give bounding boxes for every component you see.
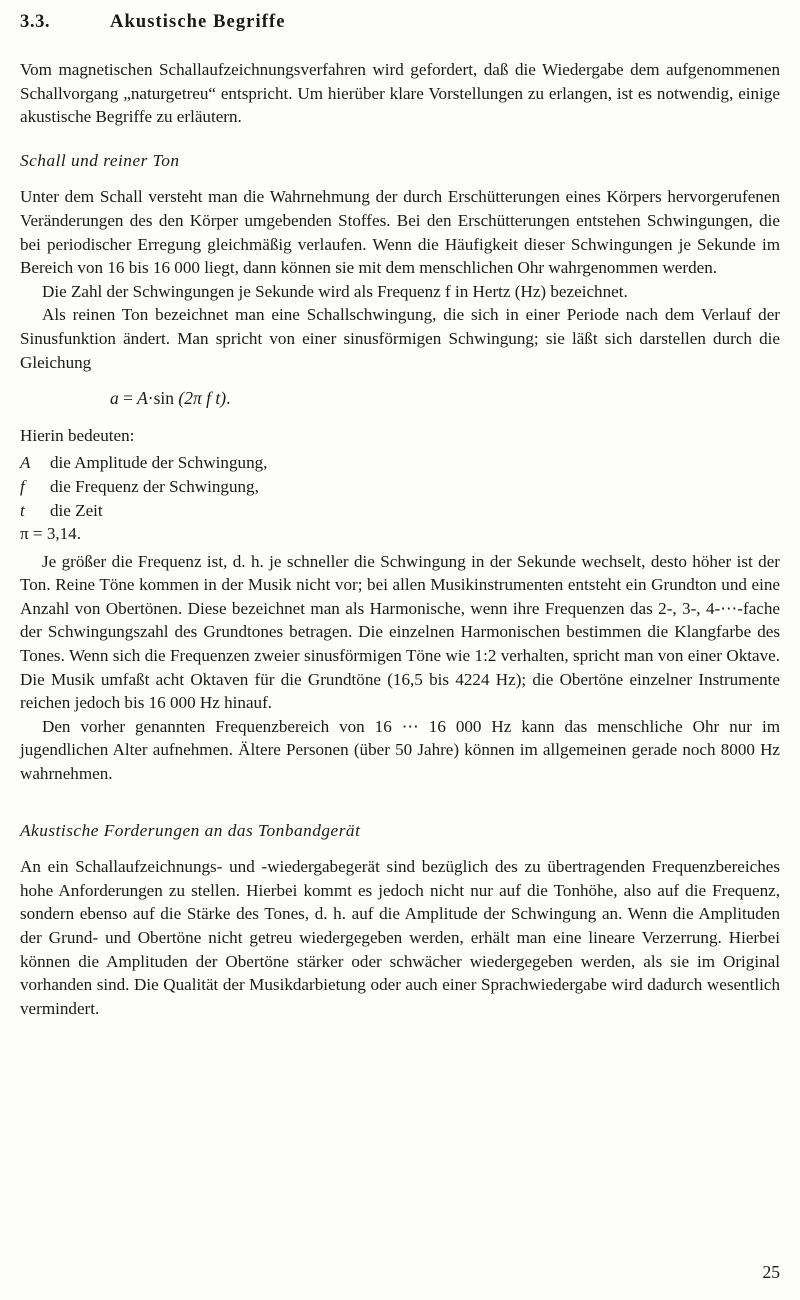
spacer [20, 786, 780, 806]
page-number: 25 [762, 1262, 780, 1282]
subheading-akustische-forderungen: Akustische Forderungen an das Tonbandgerät [20, 820, 361, 840]
definition-text: die Zeit [50, 500, 103, 520]
formula-argument: (2π f t) [178, 388, 227, 409]
definition-text: die Frequenz der Schwingung, [50, 476, 259, 496]
subheading-schall-und-reiner-ton: Schall und reiner Ton [20, 150, 180, 170]
section-number: 3.3. [20, 12, 51, 32]
paragraph-frequenzbereich-gehoer: Den vorher genannten Frequenzbereich von 16 ⋯ 16 000 Hz kann das menschliche Ohr nur im jugendlichen Alter aufnehmen. Ältere Personen (über 50 Jahre) können im allgemeinen gerade noch 8000 Hz wahrnehmen. [20, 716, 780, 784]
paragraph-frequenz-definition: Die Zahl der Schwingungen je Sekunde wird als Frequenz f in Hertz (Hz) bezeichnet. [42, 281, 628, 301]
formula-variable-amplitude: A [137, 388, 148, 409]
formula-multiplication-dot: · [147, 388, 154, 409]
section-heading [20, 12, 780, 38]
section-title: Akustische Begriffe [110, 12, 286, 32]
spacer [20, 374, 780, 387]
spacer [20, 806, 780, 819]
spacer [20, 411, 780, 424]
definition-list [20, 451, 780, 545]
paragraph-schall-definition: Unter dem Schall versteht man die Wahrnehmung der durch Erschütterungen eines Körpers hervorgerufenen Veränderungen des den Körper umgebenden Stoffes. Bei den Erschütterungen entstehen Schwingungen, die bei periodischer Erregung gleichmäßig verlaufen. Wenn die Häufigkeit dieser Schwingungen je Sekunde im Bereich von 16 bis 16 000 liegt, dann können sie mit dem menschlichen Ohr wahrgenommen werden. [20, 187, 780, 278]
definition-row [20, 451, 780, 475]
paragraph-harmonische: Je größer die Frequenz ist, d. h. je schneller die Schwingung in der Sekunde wechselt, desto höher ist der Ton. Reine Töne kommen in der Musik nicht vor; bei allen Musikinstrumenten entsteht ein Grundton und eine Anzahl von Obertönen. Diese bezeichnet man als Harmonische, wenn ihre Frequenzen das 2-, 3-, 4-⋯-fache der Schwingungszahl des Grundtones betragen. Die einzelnen Harmonischen bestimmen die Klangfarbe des Tones. Wenn sich die Frequenzen zweier sinusförmigen Töne wie 1:2 verhalten, spricht man von einer Oktave. Die Musik umfaßt acht Oktaven für die Grundtöne (16,5 bis 4224 Hz); die Obertöne einzelner Instrumente reichen jedoch bis 16 000 Hz hinauf. [20, 551, 780, 713]
definition-text: die Amplitude der Schwingung, [50, 453, 268, 473]
spacer [20, 129, 780, 149]
formula-period: . [226, 388, 231, 409]
paragraph-tonbandgeraet-anforderungen: An ein Schallaufzeichnungs- und -wiedergabegerät sind bezüglich des zu übertragenden Frequenzbereiches hohe Anforderungen zu stellen. Hierbei kommt es jedoch nicht nur auf die Tonhöhe, also auf die Frequenz, sondern ebenso auf die Stärke des Tones, d. h. auf die Amplitude der Schwingung an. Wenn die Amplituden der Grund- und Obertöne nicht getreu wiedergegeben werden, erhält man eine lineare Verzerrung. Hierbei können die Amplituden der Obertöne stärker oder schwächer wiedergegeben werden, als sie im Original vorhanden sind. Die Qualität der Musikdarbietung oder auch einer Sprachwiedergabe wird dadurch wesentlich vermindert. [20, 857, 780, 1018]
definition-row [20, 475, 780, 499]
formula-equals-sign: = [123, 388, 133, 409]
definition-pi-value: π = 3,14. [20, 524, 82, 544]
definition-row [20, 499, 780, 523]
definition-symbol: A [20, 453, 31, 473]
intro-paragraph: Vom magnetischen Schallaufzeichnungsverfahren wird gefordert, daß die Wiedergabe dem aufgenommenen Schallvorgang „naturgetreu“ entspricht. Um hierüber klare Vorstellungen zu erlangen, ist es notwendig, einige akustische Begriffe zu erläutern. [20, 60, 780, 127]
hierin-bedeuten-label: Hierin bedeuten: [20, 425, 135, 445]
definition-symbol: t [20, 500, 25, 520]
spacer [20, 172, 780, 185]
paragraph-reiner-ton: Als reinen Ton bezeichnet man eine Schallschwingung, die sich in einer Periode nach dem Verlauf der Sinusfunktion ändert. Man spricht von einer sinusförmigen Schwingung; sie läßt sich darstellen durch die Gleichung [20, 305, 780, 372]
spacer [20, 38, 780, 58]
spacer [20, 842, 780, 855]
formula-sin-operator: sin [153, 388, 175, 409]
formula-variable-a: a [110, 388, 119, 409]
definition-symbol: f [20, 476, 25, 496]
formula-sine-equation [20, 387, 780, 411]
document-page [20, 0, 780, 1300]
